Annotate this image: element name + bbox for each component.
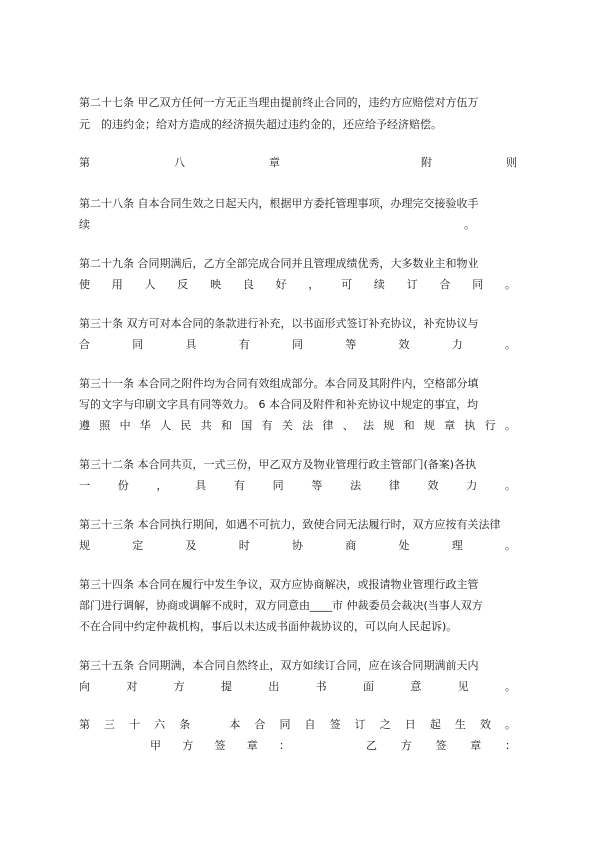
party-b-signature-label: 乙方签章：: [366, 739, 516, 752]
article-31-line-3: 遵照中华人民共和国有关法律、法规和规章执行。: [79, 419, 516, 432]
article-35-line-1: 第三十五条 合同期满，本合同自然终止，双方如续订合同，应在该合同期满前天内: [79, 659, 479, 672]
chapter-title-char-2: 则: [506, 156, 517, 169]
article-32-line-2: 一份，具有同等法律效力。: [79, 479, 516, 492]
article-32-line-1: 第三十二条 本合同共页，一式三份，甲乙双方及物业管理行政主管部门(备案)各执: [79, 458, 477, 471]
article-31-line-2: 写的文字与印刷文字具有同等效力。 6 本合同及附件和补充协议中规定的事宜，均: [79, 398, 478, 411]
article-33-line-1: 第三十三条 本合同执行期间，如遇不可抗力，致使合同无法履行时，双方应按有关法律: [79, 518, 501, 531]
article-33-line-2: 规定及时协商处理。: [79, 539, 516, 552]
article-34-line-1: 第三十四条 本合同在履行中发生争议，双方应协商解决，或报请物业管理行政主管: [79, 578, 479, 591]
chapter-unit: 章: [269, 156, 280, 169]
article-30-line-1: 第三十条 双方可对本合同的条款进行补充，以书面形式签订补充协议，补充协议与: [79, 317, 479, 330]
article-30-line-2: 合同具有同等效力。: [79, 338, 516, 351]
article-36-line-1: 第三十六条 本合同自签订之日起生效。: [79, 718, 516, 731]
article-27-line-1: 第二十七条 甲乙双方任何一方无正当理由提前终止合同的，违约方应赔偿对方伍万: [79, 96, 479, 109]
article-28-line-2: 续 。: [79, 218, 475, 231]
article-34-line-3: 不在合同中约定仲裁机构，事后以未达成书面仲裁协议的，可以向人民起诉)。: [79, 620, 458, 633]
article-27-line-2: 元 的违约金；给对方造成的经济损失超过违约金的，还应给予经济赔偿。: [79, 118, 442, 131]
chapter-title-char-1: 附: [421, 156, 432, 169]
chapter-num: 第: [79, 156, 90, 169]
article-28-line-1: 第二十八条 自本合同生效之日起天内，根据甲方委托管理事项，办理完交接验收手: [79, 197, 479, 210]
party-a-signature-label: 甲方签章：: [150, 739, 290, 752]
article-29-line-1: 第二十九条 合同期满后，乙方全部完成合同并且管理成绩优秀，大多数业主和物业: [79, 257, 479, 270]
chapter-ordinal: 八: [174, 156, 185, 169]
article-34-line-2: 部门进行调解，协商或调解不成时，双方同意由____市 仲裁委员会裁决(当事人双方: [79, 599, 483, 612]
article-31-line-1: 第三十一条 本合同之附件均为合同有效组成部分。本合同及其附件内，空格部分填: [79, 377, 479, 390]
article-35-line-2: 向对方提出书面意见。: [79, 680, 516, 693]
article-29-line-2: 使用人反映良好，可续订合同。: [79, 278, 516, 291]
